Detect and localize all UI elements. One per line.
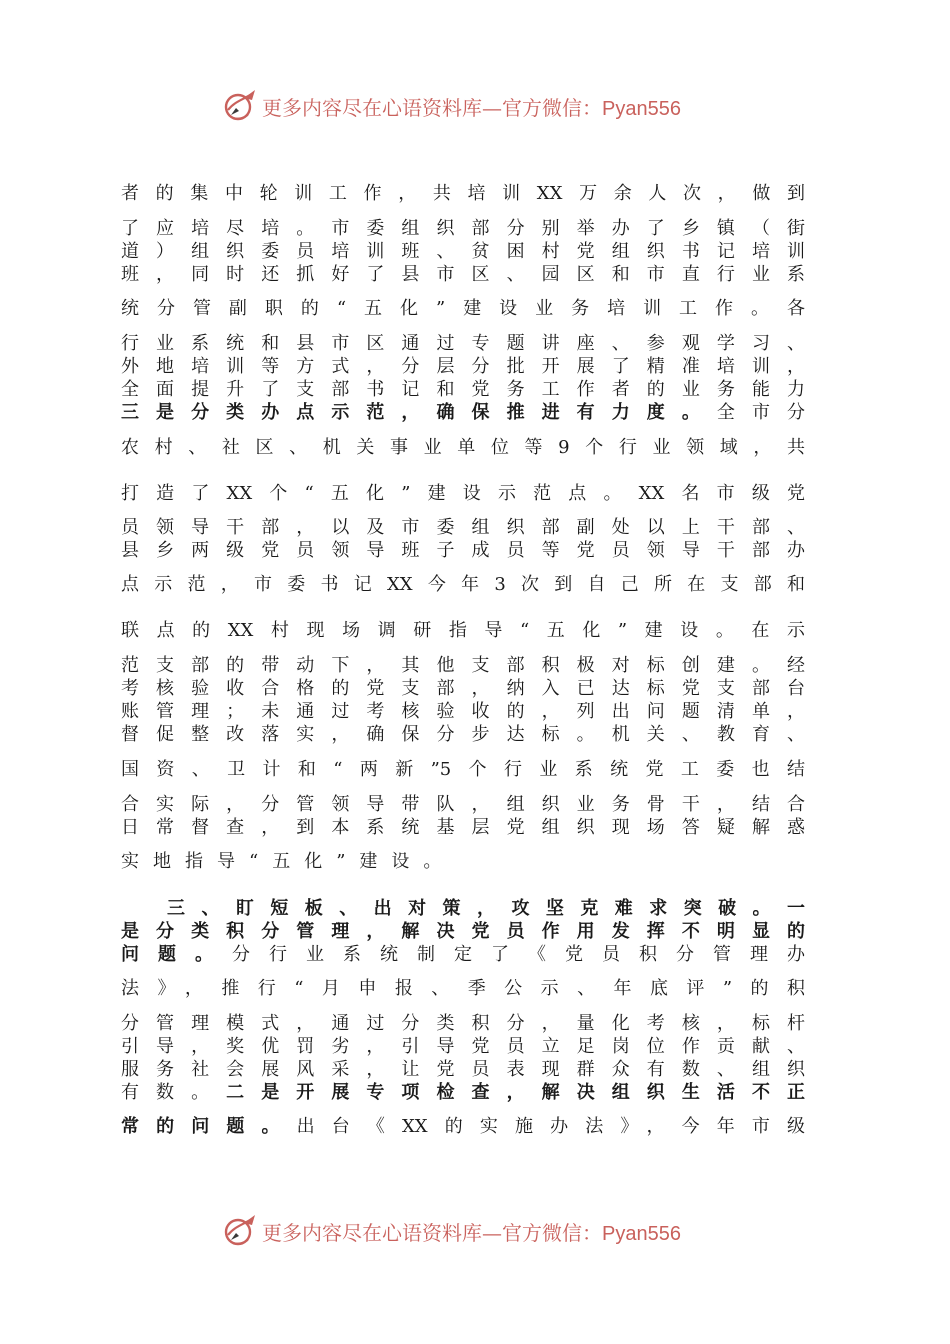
text-segment: 者的集中轮训工作，共培训XX万余人次，做到 — [121, 183, 805, 204]
bold-text-segment: 常的问题。 — [121, 1116, 297, 1137]
text-segment: 了应培尽培。市委组织部分别举办了乡镇（街 — [121, 218, 805, 239]
text-line — [121, 263, 805, 287]
text-line — [121, 539, 805, 563]
text-segment: 农村、社区、机关事业单位等9个行业领域，共 — [121, 437, 805, 458]
text-segment: 出台《XX的实施办法》，今年市级 — [296, 1116, 805, 1137]
text-line — [121, 573, 805, 597]
watermark-text: 更多内容尽在心语资料库—官方微信： — [262, 1220, 602, 1245]
text-segment: 全市分 — [716, 402, 806, 423]
text-segment: 考核验收合格的党支部，纳入已达标党支部台 — [121, 678, 805, 699]
text-line — [121, 654, 805, 678]
text-line — [121, 977, 805, 1001]
text-segment: 国资、卫计和“两新”5个行业系统党工委也结 — [121, 759, 805, 780]
text-line — [121, 1012, 805, 1036]
text-segment: 外地培训等方式，分层分批开展了精准培训， — [121, 356, 805, 377]
text-segment: 日常督查，到本系统基层党组织现场答疑解惑 — [121, 817, 805, 838]
text-line — [121, 297, 805, 321]
watermark-text: 更多内容尽在心语资料库—官方微信： — [262, 95, 602, 120]
text-segment: 分管理模式，通过分类积分，量化考核，标杆 — [121, 1013, 805, 1034]
watermark-account: Pyan556 — [602, 97, 681, 120]
text-segment: 点示范，市委书记XX今年3次到自己所在支部和 — [121, 574, 805, 595]
text-line — [121, 1081, 805, 1105]
text-line — [121, 516, 805, 540]
pen-logo-icon — [222, 88, 258, 124]
bold-text-segment: 问题。 — [121, 944, 232, 965]
text-segment: 县乡两级党员领导班子成员等党员领导干部办 — [121, 540, 805, 561]
text-line — [121, 920, 805, 944]
watermark-header — [222, 86, 722, 126]
text-line — [121, 355, 805, 379]
text-segment: 合实际，分管领导带队，组织业务骨干，结合 — [121, 794, 805, 815]
text-line — [121, 850, 805, 874]
text-line — [121, 619, 805, 643]
text-segment: 道）组织委员培训班、贫困村党组织书记培训 — [121, 241, 805, 262]
text-segment: 实地指导“五化”建设。 — [121, 851, 456, 872]
text-line — [121, 816, 805, 840]
text-line — [121, 1058, 805, 1082]
text-segment: 有数。 — [121, 1082, 227, 1103]
text-line — [121, 793, 805, 817]
text-line — [121, 482, 805, 506]
text-segment: 法》，推行“月申报、季公示、年底评”的积 — [121, 978, 805, 999]
text-segment: 打造了XX个“五化”建设示范点。XX名市级党 — [121, 483, 805, 504]
text-line — [121, 378, 805, 402]
text-segment: 员领导干部，以及市委组织部副处以上干部、 — [121, 517, 805, 538]
text-line — [121, 401, 805, 425]
text-line — [121, 700, 805, 724]
text-segment: 联点的XX村现场调研指导“五化”建设。在示 — [121, 620, 805, 641]
text-segment: 行业系统和县市区通过专题讲座、参观学习、 — [121, 333, 805, 354]
text-line — [121, 758, 805, 782]
bold-text-segment: 三是分类办点示范，确保推进有力度。 — [121, 402, 717, 423]
watermark-footer — [222, 1211, 722, 1251]
text-line — [121, 677, 805, 701]
text-segment: 范支部的带动下，其他支部积极对标创建。经 — [121, 655, 805, 676]
text-line — [121, 436, 805, 460]
bold-text-segment: 三、盯短板、出对策，攻坚克难求突破。一 — [167, 898, 805, 919]
text-line — [121, 182, 805, 206]
bold-text-segment: 是分类积分管理，解决党员作用发挥不明显的 — [121, 921, 805, 942]
text-line — [121, 1115, 805, 1139]
text-line — [167, 897, 805, 921]
text-segment: 班，同时还抓好了县市区、园区和市直行业系 — [121, 264, 805, 285]
text-line — [121, 332, 805, 356]
text-segment: 督促整改落实，确保分步达标。机关、教育、 — [121, 724, 805, 745]
text-line — [121, 240, 805, 264]
text-segment: 统分管副职的“五化”建设业务培训工作。各 — [121, 298, 805, 319]
text-line — [121, 723, 805, 747]
watermark-account: Pyan556 — [602, 1222, 681, 1245]
text-segment: 分行业系统制定了《党员积分管理办 — [232, 944, 805, 965]
text-segment: 全面提升了支部书记和党务工作者的业务能力 — [121, 379, 805, 400]
bold-text-segment: 二是开展专项检查，解决组织生活不正 — [226, 1082, 806, 1103]
text-line — [121, 217, 805, 241]
text-segment: 服务社会展风采，让党员表现群众有数、组织 — [121, 1059, 805, 1080]
text-segment: 引导，奖优罚劣，引导党员立足岗位作贡献、 — [121, 1036, 805, 1057]
text-line — [121, 943, 805, 967]
pen-logo-icon — [222, 1213, 258, 1249]
text-segment: 账管理；未通过考核验收的，列出问题清单， — [121, 701, 805, 722]
text-line — [121, 1035, 805, 1059]
